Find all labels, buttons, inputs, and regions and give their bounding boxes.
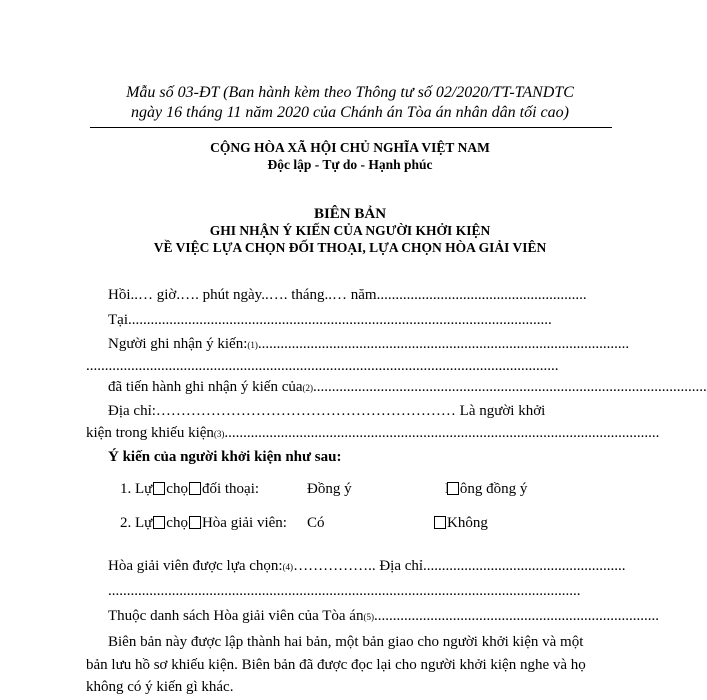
closing-line-1: Biên bản này được lập thành hai bản, một bản giao cho người khởi kiện và một	[108, 634, 584, 650]
closing-line-2: bản lưu hồ sơ khiếu kiện. Biên bản đã được đọc lại cho người khởi kiện nghe và họ	[86, 657, 586, 673]
opinion-heading: Ý kiến của người khởi kiện như sau:	[108, 449, 342, 465]
mediator-line: Hòa giải viên được lựa chọn: (4) …………….. Địa chỉ ......................................................	[108, 558, 626, 574]
recorder-continuation	[86, 357, 613, 375]
closing-line-3: không có ý kiến gì khác.	[86, 679, 234, 695]
option-dialogue-disagree-text: ông đồng ý	[459, 481, 528, 497]
option-mediator-mid: chọ	[166, 515, 188, 531]
recorder-line: Người ghi nhận ý kiến: (1) ...................................................................................................	[108, 336, 630, 352]
mediator-label: Hòa giải viên được lựa chọn:	[108, 558, 283, 574]
option-dialogue-pre: 1. Lự	[120, 481, 153, 497]
complaint-line: kiện trong khiếu kiện (3) ....................................................................................................................	[86, 425, 660, 441]
option-mediator-label: Hòa giải viên:	[201, 515, 287, 531]
mediator-fill: ......................................................	[423, 558, 626, 574]
option-mediator-yes: Có	[307, 515, 325, 531]
header-divider	[90, 127, 612, 128]
time-line-text: Hồi..… giờ.…. phút ngày..…. tháng..… năm........................................................	[108, 287, 587, 303]
form-reference-line-1: Mẫu số 03-ĐT (Ban hành kèm theo Thông tư số 02/2020/TT-TANDTC	[126, 84, 574, 101]
complaint-fill: ....................................................................................................................	[224, 425, 660, 441]
nation-motto: Độc lập - Tự do - Hạnh phúc	[267, 157, 433, 172]
court-list-line: Thuộc danh sách Hòa giải viên của Tòa án (5) ............................................................................	[108, 608, 659, 624]
place-line-text: Tại.................................................................................................................	[108, 312, 552, 328]
form-reference-line-2: ngày 16 tháng 11 năm 2020 của Chánh án Tòa án nhân dân tối cao)	[131, 104, 569, 121]
complaint-label: kiện trong khiếu kiện	[86, 425, 214, 441]
address-suffix: Là người khởi	[455, 403, 546, 419]
mediator-mid: …………….. Địa chỉ	[293, 558, 424, 574]
option-dialogue-checkbox-b[interactable]	[189, 482, 201, 495]
option-mediator	[120, 514, 287, 532]
document-title: BIÊN BẢN	[313, 206, 387, 222]
option-dialogue	[120, 480, 259, 498]
taken-line: đã tiến hành ghi nhận ý kiến của (2) .........................................................................................................	[108, 379, 707, 395]
recorder-cont-fill: ..............................................................................................................................	[86, 358, 559, 374]
option-dialogue-disagree	[445, 480, 527, 498]
taken-label: đã tiến hành ghi nhận ý kiến của	[108, 379, 303, 395]
taken-fill: .........................................................................................................	[313, 379, 707, 395]
option-dialogue-agree: Đồng ý	[307, 481, 352, 497]
address-label: Địa chỉ:……………………………………………………	[108, 403, 456, 419]
option-dialogue-disagree-checkbox[interactable]	[447, 482, 459, 495]
address-line	[108, 402, 613, 420]
recorder-fill: ...................................................................................................	[257, 336, 630, 352]
option-dialogue-label: đối thoại:	[201, 481, 260, 497]
option-mediator-no-checkbox[interactable]	[434, 516, 446, 529]
option-mediator-pre: 2. Lự	[120, 515, 153, 531]
place-line	[108, 311, 613, 329]
option-mediator-checkbox-a[interactable]	[153, 516, 165, 529]
document-subtitle-1: GHI NHẬN Ý KIẾN CỦA NGƯỜI KHỞI KIỆN	[209, 223, 491, 238]
document-subtitle-2: VỀ VIỆC LỰA CHỌN ĐỐI THOẠI, LỰA CHỌN HÒA GIẢI VIÊN	[153, 240, 547, 255]
mediator-cont-fill: ..............................................................................................................................	[108, 583, 581, 599]
time-line	[108, 286, 613, 304]
nation-name: CỘNG HÒA XÃ HỘI CHỦ NGHĨA VIỆT NAM	[210, 140, 490, 155]
court-list-label: Thuộc danh sách Hòa giải viên của Tòa án	[108, 608, 364, 624]
option-mediator-checkbox-b[interactable]	[189, 516, 201, 529]
mediator-continuation	[108, 582, 613, 600]
option-mediator-no-text: Không	[447, 515, 488, 531]
option-dialogue-mid: chọ	[166, 481, 188, 497]
recorder-label: Người ghi nhận ý kiến:	[108, 336, 248, 352]
option-mediator-no	[433, 514, 488, 532]
option-dialogue-checkbox-a[interactable]	[153, 482, 165, 495]
court-list-fill: ............................................................................	[373, 608, 659, 624]
